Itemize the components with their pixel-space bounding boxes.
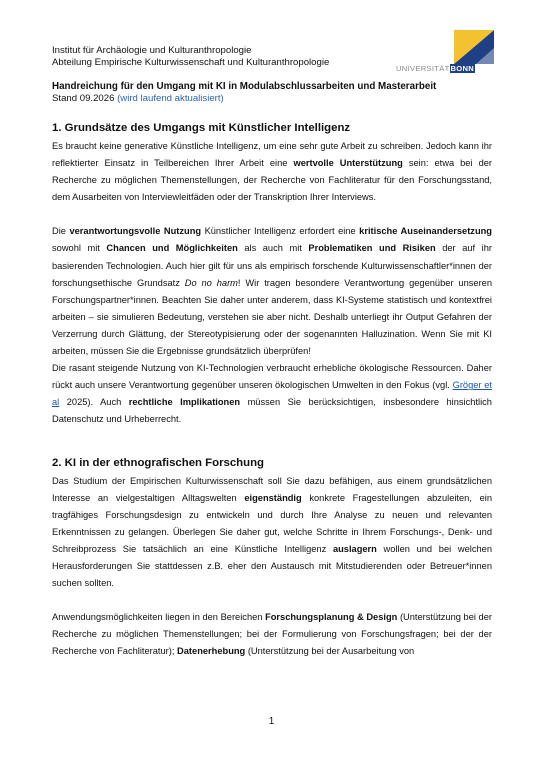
section-1-paragraph-2: Die verantwortungsvolle Nutzung Künstlicher Intelligenz erfordert eine kritische Auseinandersetzung sowohl mit Chancen und Möglichkeiten als auch mit Problematiken und Risiken der auf ihr basierenden Technologien. Auch hier gilt für uns als empirisch forschende Kulturwissenschaftler*innen der forschungsethische Grundsatz Do no harm! Wir tragen besondere Verantwortung gegenüber unseren Forschungspartner*innen. Beachten Sie daher unter anderem, dass KI-Systeme statistisch und kontextfrei arbeiten – sie simulieren Bedeutung, verstehen sie aber nicht. Deshalb unterliegt ihr Output Gefahren der Verzerrung durch Glättung, der Stereotypisierung oder der sogenannten Halluzination. Wenn Sie mit KI arbeiten, müssen Sie die Ergebnisse grundsätzlich überprüfen! bbox=[52, 226, 493, 357]
logo-mark-icon bbox=[454, 30, 494, 64]
section-1-heading: 1. Grundsätze des Umgangs mit Künstlicher Intelligenz bbox=[52, 122, 351, 134]
reference-link-groeger[interactable]: Gröger et al bbox=[52, 380, 492, 408]
university-bonn-logo bbox=[396, 30, 494, 74]
department-name: Abteilung Empirische Kulturwissenschaft und Kulturanthropologie bbox=[52, 56, 330, 68]
institute-name: Institut für Archäologie und Kulturanthropologie bbox=[52, 45, 252, 56]
section-1-paragraph-3: Die rasant steigende Nutzung von KI-Technologien verbraucht erhebliche ökologische Ressourcen. Daher rückt auch unsere Verantwortung gegenüber unseren ökologischen Umwelten in den Fokus (vgl. Gröger et al 2025). Auch rechtliche Implikationen müssen Sie berücksichtigen, insbesondere hinsichtlich Datenschutz und Urheberrecht. bbox=[52, 363, 492, 425]
document-title: Handreichung für den Umgang mit KI in Modulabschlussarbeiten und Masterarbeit bbox=[52, 81, 437, 92]
section-2 bbox=[52, 456, 492, 661]
logo-wordmark: UNIVERSITÄTBONN bbox=[396, 64, 475, 73]
section-1-paragraph-1: Es braucht keine generative Künstliche Intelligenz, um eine sehr gute Arbeit zu schreiben. Jedoch kann ihr reflektierter Einsatz in Teilbereichen Ihrer Arbeit eine wertvolle Unterstützung sein: etwa bei der Recherche zu möglichen Themenstellungen, der Recherche von Fachliteratur für den Forschungsstand, dem Ausarbeiten von Interviewleitfäden oder der Transkription Ihrer Interviews. bbox=[52, 141, 493, 203]
page-number: 1 bbox=[268, 716, 275, 727]
institution-header bbox=[52, 45, 329, 68]
section-2-paragraph-1: Das Studium der Empirischen Kulturwissenschaft soll Sie dazu befähigen, aus einem grundsätzlichen Interesse an vielgestaltigen Alltagswelten eigenständig konkrete Fragestellungen abzuleiten, ein tragfähiges Forschungsdesign zu entwickeln und durch Ihre Analyse zu neuen und relevanten Erkenntnissen zu gelangen. Überlegen Sie daher gut, welche Schritte in Ihrem Forschungs-, Denk- und Schreibprozess Sie tatsächlich an eine Künstliche Intelligenz auslagern wollen und bei welchen Herausforderungen Sie stattdessen z.B. eher den Austausch mit Mitstudierenden oder Betreuer*innen suchen sollten. bbox=[52, 475, 492, 589]
document-status: Stand 09.2026 (wird laufend aktualisiert) bbox=[52, 93, 224, 104]
document-body bbox=[52, 121, 492, 660]
status-note: (wird laufend aktualisiert) bbox=[117, 93, 224, 104]
section-2-paragraph-2: Anwendungsmöglichkeiten liegen in den Bereichen Forschungsplanung & Design (Unterstützung bei der Recherche zu möglichen Themenstellungen; bei der Formulierung von Forschungsfragen; bei der der Recherche von Fachliteratur); Datenerhebung (Unterstützung bei der Ausarbeitung von bbox=[52, 612, 492, 657]
section-2-heading: 2. KI in der ethnografischen Forschung bbox=[52, 456, 265, 469]
